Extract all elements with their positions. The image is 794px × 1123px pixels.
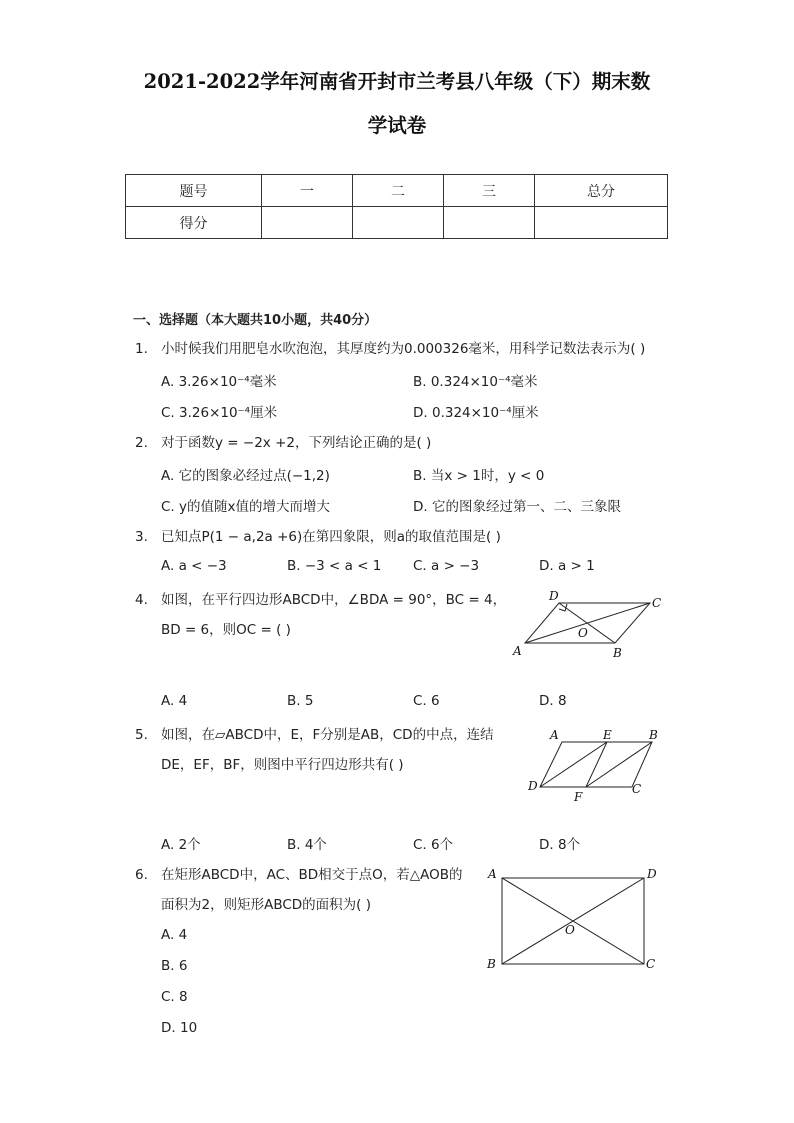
title-line-1: 2021-2022学年河南省开封市兰考县八年级（下）期末数 <box>143 70 651 93</box>
label-c: C <box>632 782 642 796</box>
option-c: C. y的值随x值的增大而增大 <box>161 499 330 515</box>
question-stem: BD = 6，则OC = ( ) <box>161 622 291 638</box>
label-a: A <box>488 867 497 881</box>
option-d: D. a > 1 <box>539 558 595 574</box>
label-a: A <box>513 644 522 658</box>
score-table-header-row <box>126 175 668 207</box>
label-d: D <box>647 867 657 881</box>
score-cell <box>353 207 444 239</box>
score-table-score-row <box>126 207 668 239</box>
option-a: A. 2个 <box>161 837 201 853</box>
option-d: D. 8 <box>539 693 567 709</box>
option-b: B. −3 < a < 1 <box>287 558 382 574</box>
label-d: D <box>528 779 538 793</box>
option-d: D. 0.324×10⁻⁴厘米 <box>413 405 539 421</box>
parallelogram-figure <box>522 726 672 806</box>
option-d: D. 8个 <box>539 837 581 853</box>
label-b: B <box>649 728 658 742</box>
option-a: A. 它的图象必经过点(−1,2) <box>161 468 330 484</box>
label-e: E <box>603 728 612 742</box>
score-row-label: 得分 <box>126 207 262 239</box>
score-table <box>125 174 668 239</box>
label-d: D <box>549 589 559 603</box>
title-line-2: 学试卷 <box>367 114 427 137</box>
question-number: 2. <box>135 435 148 451</box>
question-stem: 在矩形ABCD中，AC、BD相交于点O，若△AOB的 <box>161 867 463 883</box>
question-number: 6. <box>135 867 148 883</box>
score-header-cell: 一 <box>262 175 353 207</box>
question-stem: 对于函数y = −2x +2，下列结论正确的是( ) <box>161 435 432 451</box>
label-a: A <box>550 728 559 742</box>
parallelogram-figure <box>505 585 675 663</box>
question-stem: DE，EF，BF，则图中平行四边形共有( ) <box>161 757 404 773</box>
question-stem: 已知点P(1 − a,2a +6)在第四象限，则a的取值范围是( ) <box>161 529 501 545</box>
option-a: A. 4 <box>161 927 188 943</box>
option-c: C. 3.26×10⁻⁴厘米 <box>161 405 278 421</box>
question-number: 4. <box>135 592 148 608</box>
option-b: B. 0.324×10⁻⁴毫米 <box>413 374 538 390</box>
label-b: B <box>487 957 496 971</box>
option-c: C. 6 <box>413 693 440 709</box>
score-cell <box>262 207 353 239</box>
label-c: C <box>652 596 662 610</box>
question-stem: 如图，在▱ABCD中，E，F分别是AB，CD的中点，连结 <box>161 727 494 743</box>
question-number: 3. <box>135 529 148 545</box>
question-number: 1. <box>135 341 148 357</box>
score-header-cell: 题号 <box>126 175 262 207</box>
question-stem: 面积为2，则矩形ABCD的面积为( ) <box>161 897 371 913</box>
option-b: B. 4个 <box>287 837 327 853</box>
rectangle-figure <box>483 862 663 974</box>
option-d: D. 10 <box>161 1020 198 1036</box>
label-o: O <box>565 923 575 937</box>
option-a: A. 4 <box>161 693 188 709</box>
option-b: B. 5 <box>287 693 314 709</box>
option-b: B. 当x > 1时，y < 0 <box>413 468 545 484</box>
option-a: A. 3.26×10⁻⁴毫米 <box>161 374 277 390</box>
question-stem: 小时候我们用肥皂水吹泡泡，其厚度约为0.000326毫米，用科学记数法表示为( ) <box>161 341 646 357</box>
score-cell <box>535 207 668 239</box>
option-d: D. 它的图象经过第一、二、三象限 <box>413 499 621 515</box>
score-cell <box>444 207 535 239</box>
question-stem: 如图，在平行四边形ABCD中，∠BDA = 90°，BC = 4， <box>161 592 507 608</box>
option-a: A. a < −3 <box>161 558 227 574</box>
option-c: C. 6个 <box>413 837 454 853</box>
section-heading: 一、选择题（本大题共10小题，共40分） <box>133 313 378 328</box>
label-c: C <box>646 957 656 971</box>
label-f: F <box>574 790 583 804</box>
option-b: B. 6 <box>161 958 188 974</box>
option-c: C. 8 <box>161 989 188 1005</box>
label-b: B <box>613 646 622 660</box>
question-number: 5. <box>135 727 148 743</box>
score-header-cell: 总分 <box>535 175 668 207</box>
score-header-cell: 二 <box>353 175 444 207</box>
label-o: O <box>578 626 588 640</box>
score-header-cell: 三 <box>444 175 535 207</box>
option-c: C. a > −3 <box>413 558 480 574</box>
